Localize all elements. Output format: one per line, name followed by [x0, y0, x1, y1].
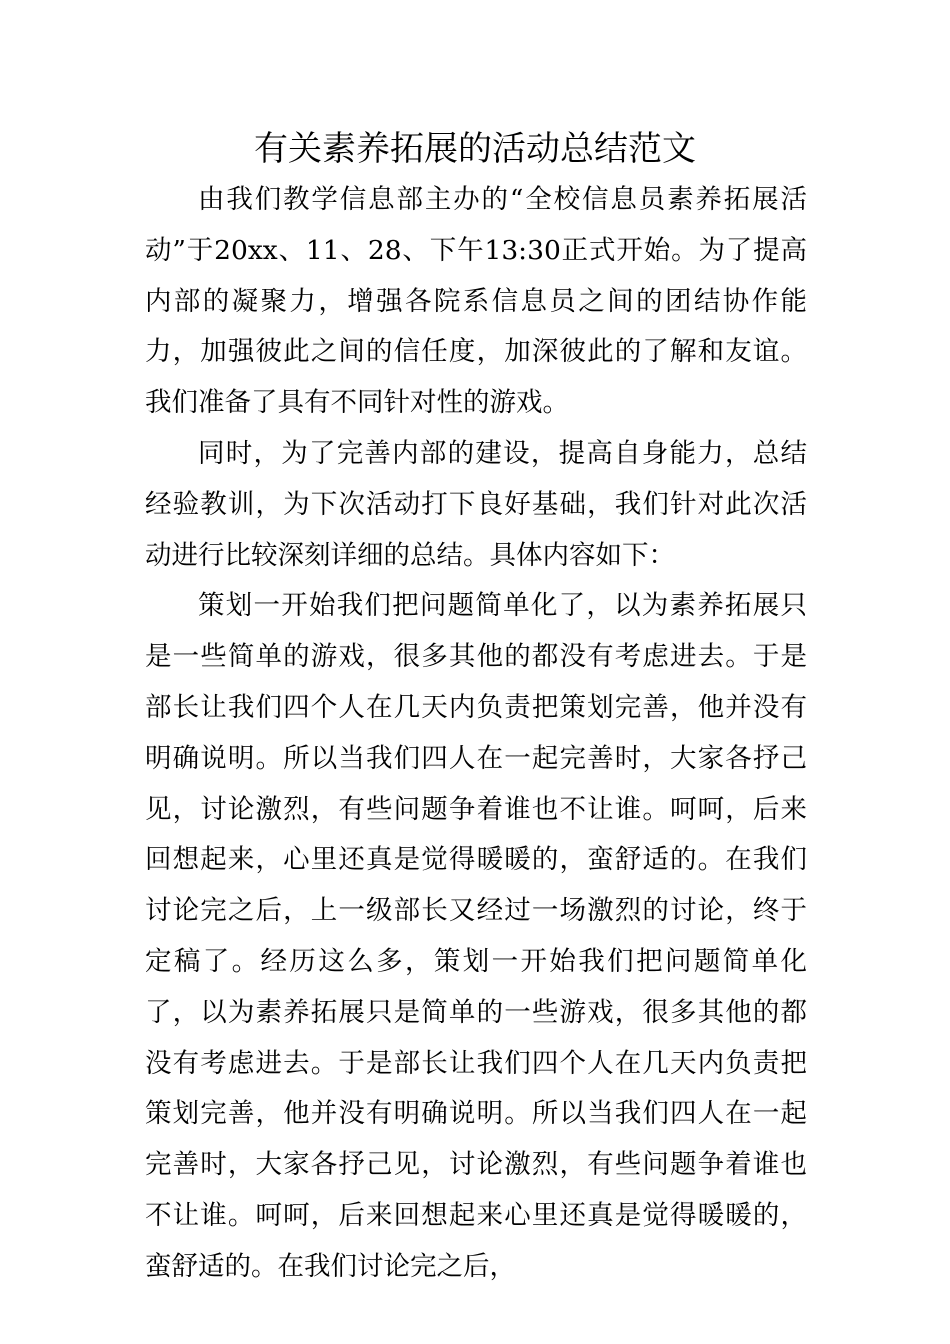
document-title: 有关素养拓展的活动总结范文: [254, 129, 696, 169]
paragraph-1: 由我们教学信息部主办的“全校信息员素养拓展活动”于20xx、11、28、下午13:30正式开始。为了提高内部的凝聚力，增强各院系信息员之间的团结协作能力，加强彼此之间的信任度，加深彼此的了解和友谊。我们准备了具有不同针对性的游戏。: [145, 184, 807, 419]
document-body: [145, 175, 807, 1293]
paragraph-2: 同时，为了完善内部的建设，提高自身能力，总结经验教训，为下次活动打下良好基础，我们针对此次活动进行比较深刻详细的总结。具体内容如下：: [145, 437, 807, 571]
paragraph-3: 策划一开始我们把问题简单化了，以为素养拓展只是一些简单的游戏，很多其他的都没有考虑进去。于是部长让我们四个人在几天内负责把策划完善，他并没有明确说明。所以当我们四人在一起完善时，大家各抒己见，讨论激烈，有些问题争着谁也不让谁。呵呵，后来回想起来，心里还真是觉得暖暖的，蛮舒适的。在我们讨论完之后，上一级部长又经过一场激烈的讨论，终于定稿了。经历这么多，策划一开始我们把问题简单化了，以为素养拓展只是简单的一些游戏，很多其他的都没有考虑进去。于是部长让我们四个人在几天内负责把策划完善，他并没有明确说明。所以当我们四人在一起完善时，大家各抒己见，讨论激烈，有些问题争着谁也不让谁。呵呵，后来回想起来心里还真是觉得暖暖的，蛮舒适的。在我们讨论完之后，: [145, 590, 807, 1282]
